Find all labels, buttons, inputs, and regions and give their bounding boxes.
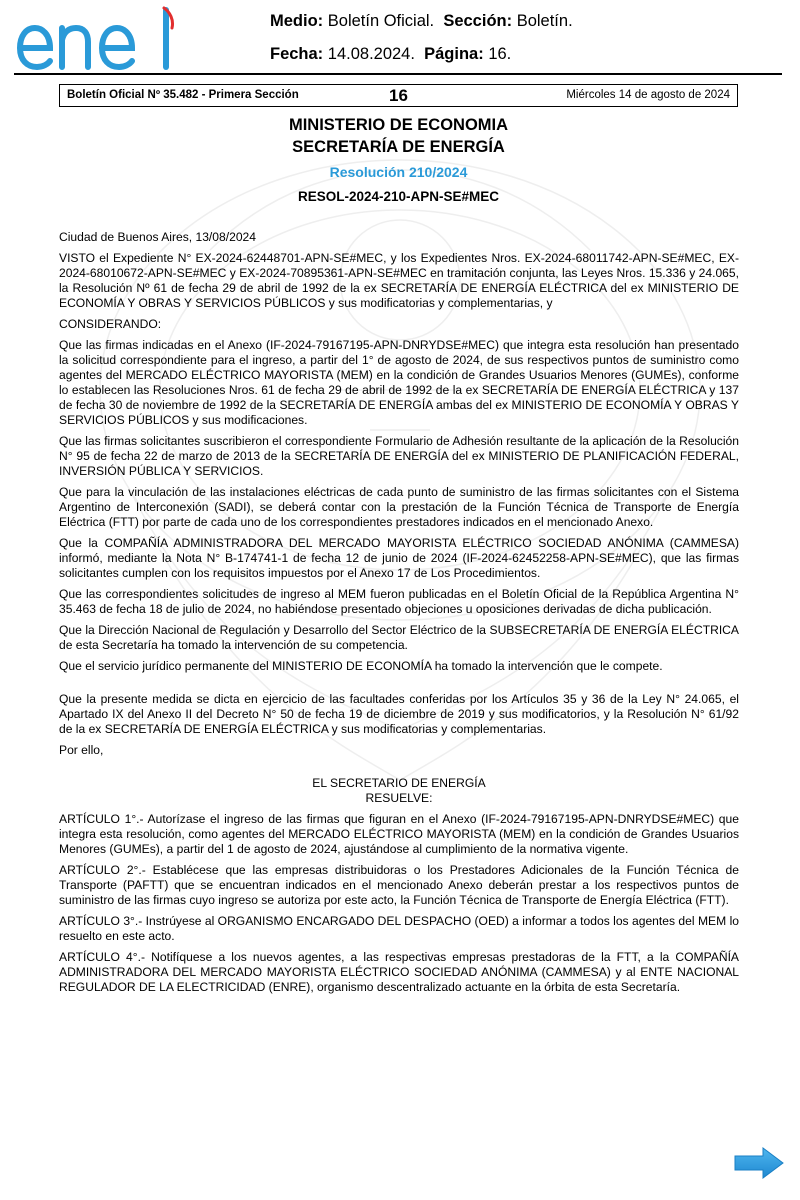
secretariat-title: SECRETARÍA DE ENERGÍA [292, 138, 505, 156]
pagina-value: 16. [488, 45, 512, 63]
considerando-heading: CONSIDERANDO: [59, 317, 162, 331]
considerando-paragraph: Que las firmas solicitantes suscribieron el correspondiente Formulario de Adhesión resultante de la aplicación de la Resolución N° 95 de fecha 22 de marzo de 2013 de la SECRETARÍA DE ENERGÍA del ex MINISTERIO DE PLANIFICACIÓN FEDERAL, INVERSIÓN PÚBLICA Y SERVICIOS. [59, 434, 739, 478]
visto-paragraph: VISTO el Expediente N° EX-2024-62448701-APN-SE#MEC, y los Expedientes Nros. EX-2024-68011742-APN-SE#MEC, EX-2024-68010672-APN-SE#MEC y EX-2024-70895361-APN-SE#MEC en tramitación conjunta, las Leyes Nros. 15.336 y 24.065, la Resolución Nº 61 de fecha 29 de abril de 1992 de la ex SECRETARÍA DE ENERGÍA ELÉCTRICA del ex MINISTERIO DE ECONOMÍA Y OBRAS Y SERVICIOS PÚBLICOS y sus modificatorias y complementarias, y [59, 251, 739, 310]
article-2: ARTÍCULO 2°.- Establécese que las empresas distribuidoras o los Prestadores Adicionales de la Función Técnica de Transporte (PAFTT) que se encuentran indicados en el mencionado Anexo deberán prestar a los respectivos puntos de suministro de las firmas cuyo ingreso se autoriza por este acto, la Función Técnica de Transporte de Energía Eléctrica (FTT). [59, 863, 739, 907]
boletin-header [59, 84, 738, 107]
article-4: ARTÍCULO 4°.- Notifíquese a los nuevos agentes, a las respectivas empresas prestadoras de la FTT, a la COMPAÑÍA ADMINISTRADORA DEL MERCADO MAYORISTA ELÉCTRICO SOCIEDAD ANÓNIMA (CAMMESA) y al ENTE NACIONAL REGULADOR DE LA ELECTRICIDAD (ENRE), organismo descentralizado actuante en la órbita de esta Secretaría. [59, 950, 739, 994]
considerando-paragraph: Que las firmas indicadas en el Anexo (IF-2024-79167195-APN-DNRYDSE#MEC) que integra esta resolución han presentado la solicitud correspondiente para el ingreso, a partir del 1° de agosto de 2024, de sus respectivos puntos de suministro como agentes del MERCADO ELÉCTRICO MAYORISTA (MEM) en la condición de Grandes Usuarios Menores (GUMEs), conforme lo establecen las Resoluciones Nros. 61 de fecha 29 de abril de 1992 de la ex SECRETARÍA DE ENERGÍA ELÉCTRICA y 137 de fecha 30 de noviembre de 1992 de la SECRETARÍA DE ENERGÍA ambas del ex MINISTERIO DE ECONOMÍA Y OBRAS Y SERVICIOS PÚBLICOS y sus modificaciones. [59, 338, 739, 427]
considerando-paragraph: Que la COMPAÑÍA ADMINISTRADORA DEL MERCADO MAYORISTA ELÉCTRICO SOCIEDAD ANÓNIMA (CAMMESA) informó, mediante la Nota N° B-174741-1 de fecha 12 de junio de 2024 (IF-2024-62452258-APN-SE#MEC), que las firmas solicitantes cumplen con los requisitos impuestos por el Anexo 17 de Los Procedimientos. [59, 536, 739, 580]
pagina-label: Página: [424, 45, 484, 63]
seccion-value: Boletín. [516, 12, 573, 30]
article-1: ARTÍCULO 1°.- Autorízase el ingreso de las firmas que figuran en el Anexo (IF-2024-79167195-APN-DNRYDSE#MEC) que integra esta resolución, como agentes del MERCADO ELÉCTRICO MAYORISTA (MEM) en la condición de Grandes Usuarios Menores (GUMEs), a partir del 1 de agosto de 2024, ajustándose al cumplimiento de la normativa vigente. [59, 812, 739, 856]
por-ello: Por ello, [59, 743, 104, 757]
enel-logo [14, 6, 186, 72]
considerando-paragraph: Que para la vinculación de las instalaciones eléctricas de cada punto de suministro de las firmas solicitantes con el Sistema Argentino de Interconexión (SADI), se deberá contar con la prestación de la Función Técnica de Transporte de Energía Eléctrica (FTT) por parte de cada uno de los correspondientes prestadores indicados en el mencionado Anexo. [59, 485, 739, 529]
considerando-paragraph: Que la presente medida se dicta en ejercicio de las facultades conferidas por los Artículos 35 y 36 de la Ley N° 24.065, el Apartado IX del Anexo II del Decreto N° 50 de fecha 19 de diciembre de 2019 y sus modificatorios, y la Resolución N° 61/92 de la ex SECRETARÍA DE ENERGÍA ELÉCTRICA y sus modificatorias y complementarias. [59, 692, 739, 736]
city-date: Ciudad de Buenos Aires, 13/08/2024 [59, 230, 257, 244]
secretario-heading: EL SECRETARIO DE ENERGÍA [312, 776, 486, 790]
medio-value: Boletín Oficial. [327, 12, 435, 30]
considerando-paragraph: Que el servicio jurídico permanente del MINISTERIO DE ECONOMÍA ha tomado la intervención que le compete. [59, 659, 663, 673]
arrow-right-icon[interactable] [733, 1146, 785, 1180]
fecha-value: 14.08.2024. [327, 45, 415, 63]
considerando-paragraph: Que la Dirección Nacional de Regulación y Desarrollo del Sector Eléctrico de la SUBSECRETARÍA DE ENERGÍA ELÉCTRICA de esta Secretaría ha tomado la intervención de su competencia. [59, 623, 739, 652]
article-3: ARTÍCULO 3°.- Instrúyese al ORGANISMO ENCARGADO DEL DESPACHO (OED) a informar a todos los agentes del MEM lo resuelto en este acto. [59, 914, 739, 943]
boletin-date: Miércoles 14 de agosto de 2024 [566, 89, 730, 101]
considerando-paragraph: Que las correspondientes solicitudes de ingreso al MEM fueron publicadas en el Boletín Oficial de la República Argentina N° 35.463 de fecha 18 de julio de 2024, no habiéndose presentado objeciones u oposiciones derivadas de dicha publicación. [59, 587, 739, 616]
resolve-heading [59, 776, 739, 806]
ministry-title: MINISTERIO DE ECONOMIA [288, 116, 509, 134]
header-divider [14, 73, 782, 75]
document-body [59, 230, 739, 1001]
boletin-edition: Boletín Oficial Nº 35.482 - Primera Sección [67, 89, 299, 101]
medio-label: Medio: [270, 12, 324, 30]
resolution-code: RESOL-2024-210-APN-SE#MEC [297, 189, 500, 204]
resuelve-heading: RESUELVE: [365, 791, 433, 805]
meta-fecha-pagina [270, 44, 511, 64]
boletin-page-number: 16 [389, 86, 408, 105]
seccion-label: Sección: [443, 12, 513, 30]
meta-medio-seccion [270, 11, 573, 31]
fecha-label: Fecha: [270, 45, 324, 63]
resolution-title: Resolución 210/2024 [329, 164, 468, 180]
